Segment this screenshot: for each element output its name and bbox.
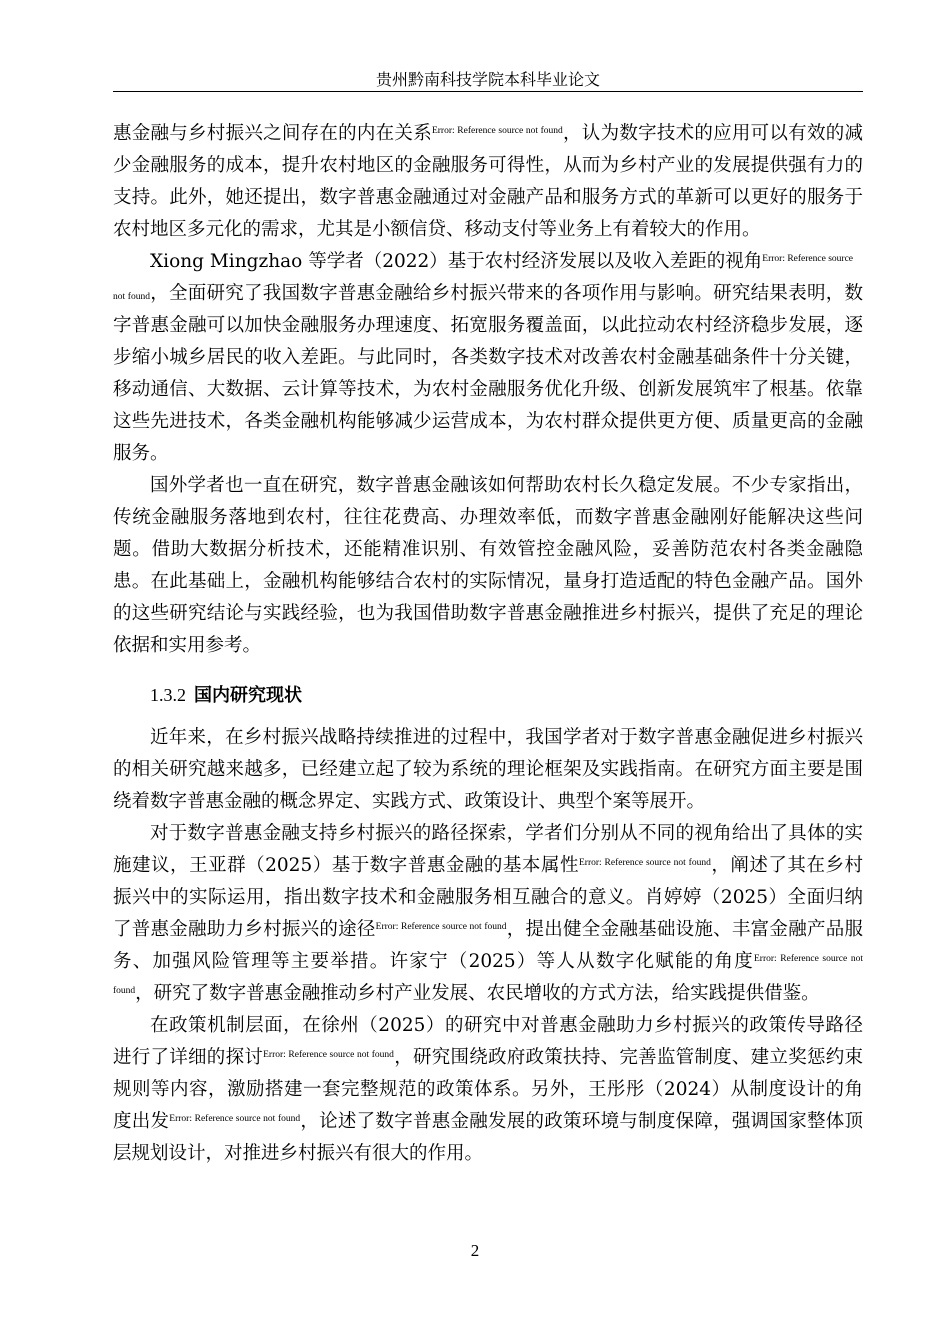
document-body bbox=[113, 118, 863, 1170]
paragraph-4: 近年来，在乡村振兴战略持续推进的过程中，我国学者对于数字普惠金融促进乡村振兴的相关研究越来越多，已经建立起了较为系统的理论框架及实践指南。在研究方面主要是围绕着数字普惠金融的概念界定、实践方式、政策设计、典型个案等展开。 bbox=[113, 727, 863, 812]
page-header: 贵州黔南科技学院本科毕业论文 bbox=[375, 70, 600, 89]
section-number: 1.3.2 bbox=[150, 685, 186, 705]
paragraph-text: ，阐述了其在乡村振兴中的实际运用，指出数字技术和金融服务相互融合的意义。肖婷婷（2025）全面归纳了普惠金融助力乡村振兴的途径 bbox=[113, 855, 863, 940]
reference-error: Error: Reference source not found bbox=[431, 126, 563, 136]
paragraph-text: 惠金融与乡村振兴之间存在的内在关系 bbox=[113, 123, 432, 144]
reference-error: Error: Reference source not found bbox=[263, 1050, 394, 1060]
paragraph-1 bbox=[113, 118, 863, 246]
paragraph-text: ，全面研究了我国数字普惠金融给乡村振兴带来的各项作用与影响。研究结果表明，数字普惠金融可以加快金融服务办理速度、拓宽服务覆盖面，以此拉动农村经济稳步发展，逐步缩小城乡居民的收入差距。与此同时，各类数字技术对改善农村金融基础条件十分关键，移动通信、大数据、云计算等技术，为农村金融服务优化升级、创新发展筑牢了根基。依靠这些先进技术，各类金融机构能够减少运营成本，为农村群众提供更方便、质量更高的金融服务。 bbox=[113, 283, 863, 464]
reference-error: Error: Reference source bbox=[762, 254, 854, 264]
paragraph-3: 国外学者也一直在研究，数字普惠金融该如何帮助农村长久稳定发展。不少专家指出，传统金融服务落地到农村，往往花费高、办理效率低，而数字普惠金融刚好能解决这些问题。借助大数据分析技术，还能精准识别、有效管控金融风险，妥善防范农村各类金融隐患。在此基础上，金融机构能够结合农村的实际情况，量身打造适配的特色金融产品。国外的这些研究结论与实践经验，也为我国借助数字普惠金融推进乡村振兴，提供了充足的理论依据和实用参考。 bbox=[113, 475, 863, 656]
paragraph-2 bbox=[113, 246, 863, 470]
reference-error-continued: not found bbox=[113, 292, 150, 302]
section-title: 国内研究现状 bbox=[194, 685, 302, 706]
paragraph-6 bbox=[113, 1010, 863, 1170]
paragraph-5 bbox=[113, 818, 863, 1010]
paragraph-text: ，认为数字技术的应用可以有效的减少金融服务的成本，提升农村地区的金融服务可得性，从而为乡村产业的发展提供强有力的支持。此外，她还提出，数字普惠金融通过对金融产品和服务方式的革新可以更好的服务于农村地区多元化的需求，尤其是小额信贷、移动支付等业务上有着较大的作用。 bbox=[113, 123, 863, 240]
reference-error: Error: Reference source not found bbox=[375, 922, 507, 932]
paragraph-text: ，提出健全金融基础设施、丰富金融产品服务、加强风险管理等主要举措。许家宁（2025）等人从数字化赋能的角度 bbox=[113, 919, 863, 972]
header-rule bbox=[113, 91, 863, 92]
section-heading bbox=[150, 681, 863, 710]
reference-error: Error: Reference source not found bbox=[578, 858, 711, 868]
paragraph-text: ，论述了数字普惠金融发展的政策环境与制度保障，强调国家整体顶层规划设计，对推进乡村振兴有很大的作用。 bbox=[113, 1111, 863, 1164]
paragraph-text: ，研究围绕政府政策扶持、完善监管制度、建立奖惩约束规则等内容，激励搭建一套完整规范的政策体系。另外，王彤彤（2024）从制度设计的角度出发 bbox=[113, 1047, 863, 1132]
paragraph-text: 对于数字普惠金融支持乡村振兴的路径探索，学者们分别从不同的视角给出了具体的实施建议，王亚群（2025）基于数字普惠金融的基本属性 bbox=[113, 823, 863, 876]
reference-error: Error: Reference source not found bbox=[169, 1114, 301, 1124]
paragraph-text: 在政策机制层面，在徐州（2025）的研究中对普惠金融助力乡村振兴的政策传导路径进行了详细的探讨 bbox=[113, 1015, 863, 1068]
reference-error: Error: Reference source not found bbox=[113, 954, 863, 996]
page-number: 2 bbox=[470, 1241, 480, 1260]
paragraph-text: ，研究了数字普惠金融推动乡村产业发展、农民增收的方式方法，给实践提供借鉴。 bbox=[135, 983, 820, 1004]
paragraph-text: Xiong Mingzhao 等学者（2022）基于农村经济发展以及收入差距的视角 bbox=[150, 251, 763, 272]
